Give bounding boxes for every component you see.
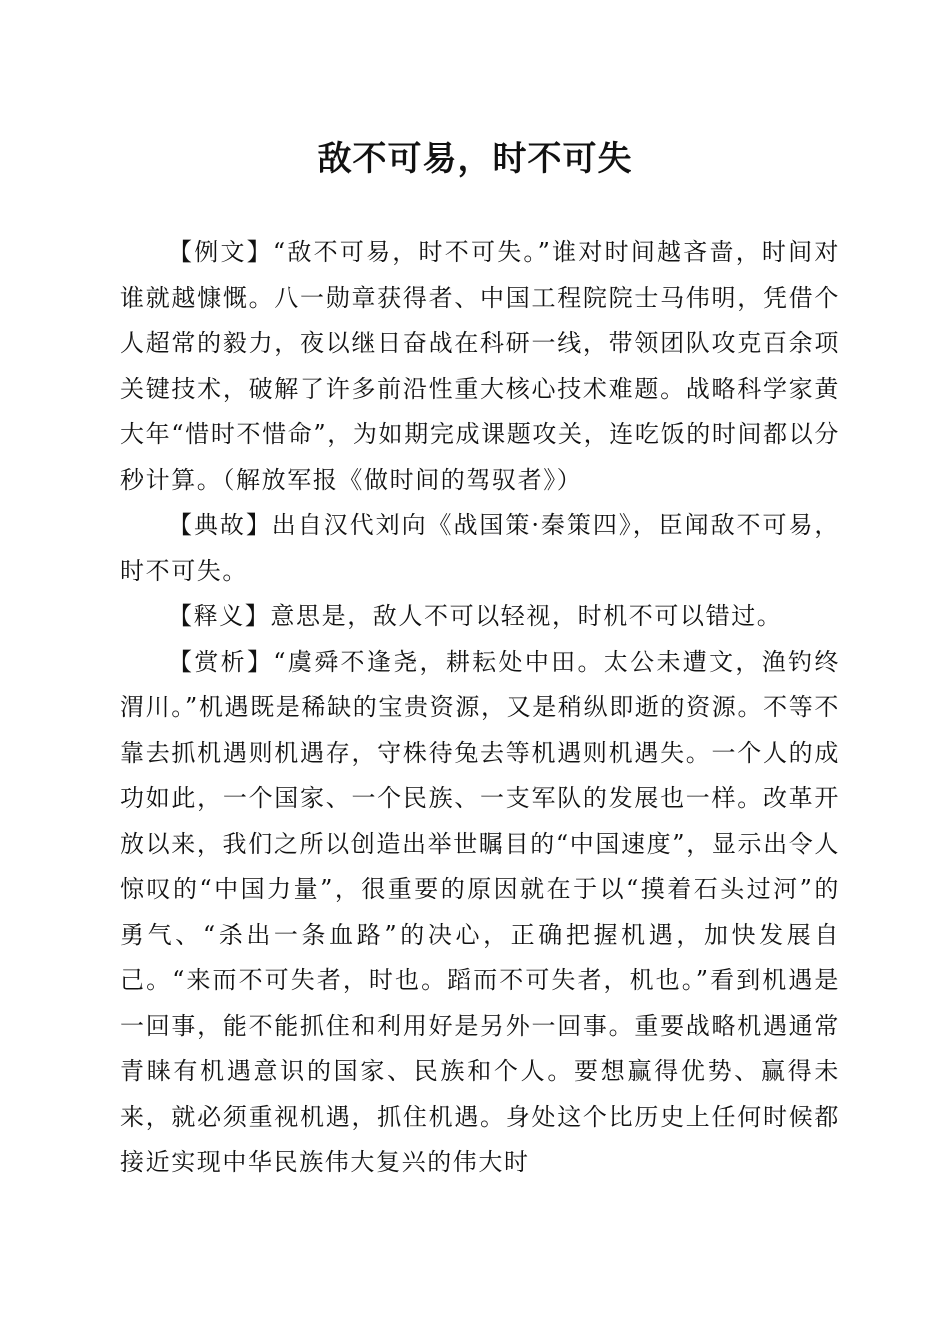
paragraph-appreciation: 【赏析】“虞舜不逢尧，耕耘处中田。太公未遭文，渔钓终渭川。”机遇既是稀缺的宝贵资源，又是稍纵即逝的资源。不等不靠去抓机遇则机遇存，守株待兔去等机遇则机遇失。一个人的成功如此，一个国家、一个民族、一支军队的发展也一样。改革开放以来，我们之所以创造出举世瞩目的“中国速度”，显示出令人惊叹的“中国力量”，很重要的原因就在于以“摸着石头过河”的勇气、“杀出一条血路”的决心，正确把握机遇，加快发展自己。“来而不可失者，时也。蹈而不可失者，机也。”看到机遇是一回事，能不能抓住和利用好是另外一回事。重要战略机遇通常青睐有机遇意识的国家、民族和个人。要想赢得优势、赢得未来，就必须重视机遇，抓住机遇。身处这个比历史上任何时候都接近实现中华民族伟大复兴的伟大时	[120, 647, 840, 1176]
paragraph-example: 【例文】“敌不可易，时不可失。”谁对时间越吝啬，时间对谁就越慷慨。八一勋章获得者、中国工程院院士马伟明，凭借个人超常的毅力，夜以继日奋战在科研一线，带领团队攻克百余项关键技术，破解了许多前沿性重大核心技术难题。战略科学家黄大年“惜时不惜命”，为如期完成课题攻关，连吃饭的时间都以分秒计算。（解放军报《做时间的驾驭者》）	[120, 238, 840, 494]
paragraph-allusion: 【典故】出自汉代刘向《战国策·秦策四》，臣闻敌不可易，时不可失。	[120, 511, 840, 585]
paragraph-meaning: 【释义】意思是，敌人不可以轻视，时机不可以错过。	[168, 602, 783, 630]
document-body	[120, 230, 840, 1186]
document-title: 敌不可易，时不可失	[317, 139, 633, 179]
